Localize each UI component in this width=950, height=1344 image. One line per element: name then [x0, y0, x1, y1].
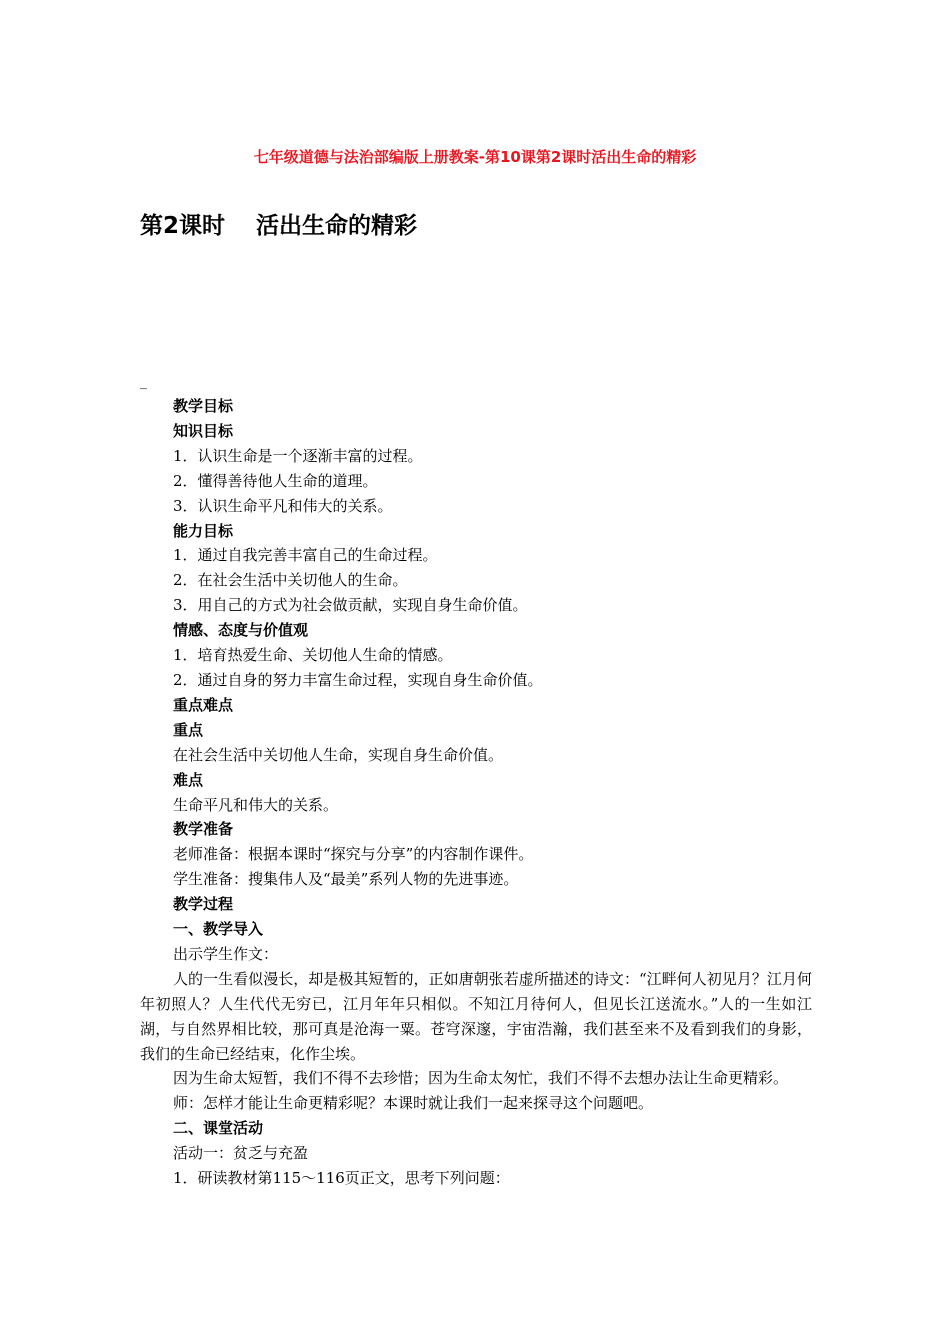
- list-item: 1．研读教材第115～116页正文，思考下列问题：: [173, 1169, 510, 1188]
- list-item: 3．用自己的方式为社会做贡献，实现自身生命价值。: [173, 596, 528, 615]
- list-item: 1．培育热爱生命、关切他人生命的情感。: [173, 646, 453, 665]
- activity-title: 活动一：贫乏与充盈: [173, 1144, 309, 1163]
- heading-ability-goals: 能力目标: [173, 521, 234, 540]
- lesson-title: 第2课时 活出生命的精彩: [140, 213, 418, 239]
- list-item: 2．通过自身的努力丰富生命过程，实现自身生命价值。: [173, 670, 543, 689]
- list-item: 1．通过自我完善丰富自己的生命过程。: [173, 546, 438, 565]
- separator-mark: _: [140, 374, 147, 390]
- teacher-preparation: 老师准备：根据本课时“探究与分享”的内容制作课件。: [173, 845, 534, 864]
- document-header-title: 七年级道德与法治部编版上册教案-第10课第2课时活出生命的精彩: [253, 148, 697, 166]
- show-essay-text: 出示学生作文：: [173, 944, 279, 963]
- teacher-question: 师：怎样才能让生命更精彩呢？本课时就让我们一起来探寻这个问题吧。: [173, 1094, 654, 1113]
- heading-difficult: 难点: [173, 770, 204, 789]
- heading-key-difficult: 重点难点: [173, 695, 234, 714]
- heading-intro: 一、教学导入: [173, 920, 264, 939]
- heading-class-activity: 二、课堂活动: [173, 1119, 264, 1138]
- lesson-content: [140, 394, 812, 1191]
- difficult-text: 生命平凡和伟大的关系。: [173, 795, 339, 814]
- heading-preparation: 教学准备: [173, 820, 234, 839]
- essay-paragraph: 人的一生看似漫长，却是极其短暂的，正如唐朝张若虚所描述的诗文：“江畔何人初见月？江月何年初照人？人生代代无穷已，江月年年只相似。不知江月待何人，但见长江送流水。”人的一生如江湖，与自然界相比较，那可真是沧海一粟。苍穹深邃，宇宙浩瀚，我们甚至来不及看到我们的身影，我们的生命已经结束，化作尘埃。: [140, 969, 812, 1063]
- list-item: 1．认识生命是一个逐渐丰富的过程。: [173, 446, 423, 465]
- heading-knowledge-goals: 知识目标: [173, 421, 234, 440]
- heading-emotion-goals: 情感、态度与价值观: [173, 621, 309, 640]
- heading-teaching-goals: 教学目标: [173, 397, 234, 415]
- heading-key: 重点: [173, 720, 204, 739]
- student-preparation: 学生准备：搜集伟人及“最美”系列人物的先进事迹。: [173, 870, 519, 889]
- list-item: 2．懂得善待他人生命的道理。: [173, 471, 378, 490]
- list-item: 3．认识生命平凡和伟大的关系。: [173, 496, 393, 515]
- key-text: 在社会生活中关切他人生命，实现自身生命价值。: [173, 745, 504, 764]
- essay-paragraph: 因为生命太短暂，我们不得不去珍惜；因为生命太匆忙，我们不得不去想办法让生命更精彩。: [173, 1069, 789, 1088]
- heading-process: 教学过程: [173, 895, 234, 914]
- list-item: 2．在社会生活中关切他人的生命。: [173, 571, 408, 590]
